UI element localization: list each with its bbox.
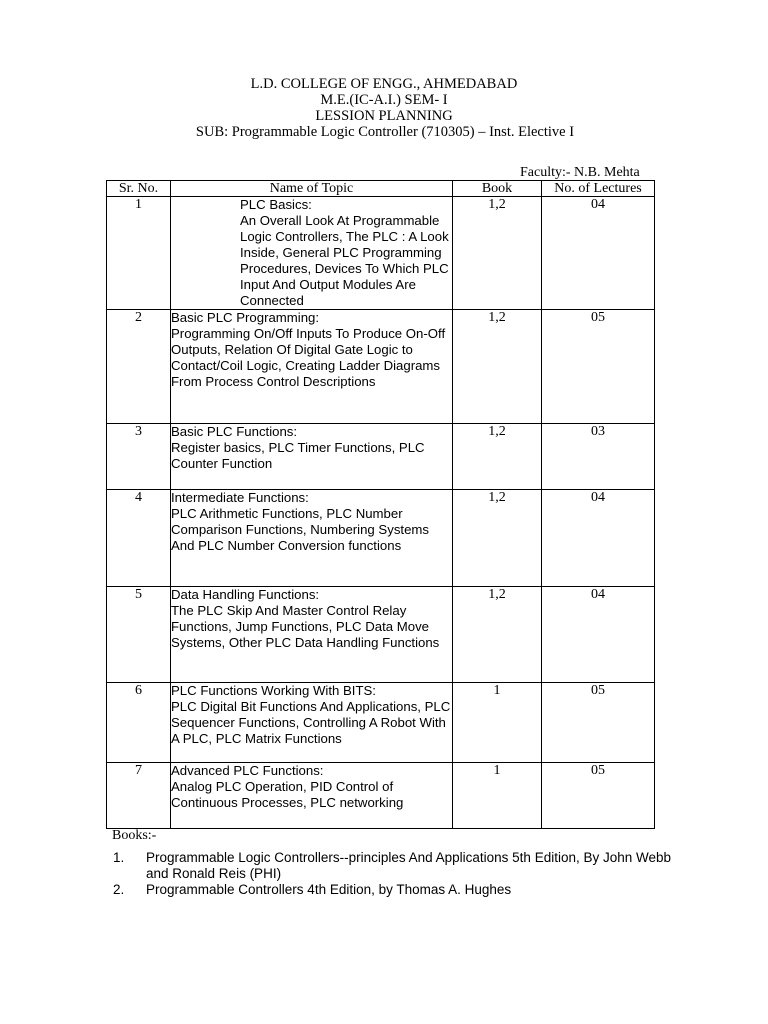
- topic-title: Basic PLC Functions:: [171, 424, 298, 439]
- sr-no-cell: 4: [107, 490, 171, 587]
- list-item: [113, 850, 673, 882]
- topic-title: Basic PLC Programming:: [171, 310, 320, 325]
- topic-title: Data Handling Functions:: [171, 587, 320, 602]
- sr-no-cell: 5: [107, 587, 171, 683]
- book-cell: 1,2: [453, 587, 542, 683]
- lectures-cell: 03: [542, 424, 655, 490]
- book-reference: Programmable Controllers 4th Edition, by Thomas A. Hughes: [146, 882, 512, 897]
- list-item: [113, 882, 673, 898]
- topic-description: Programming On/Off Inputs To Produce On-Off Outputs, Relation Of Digital Gate Logic to Contact/Coil Logic, Creating Ladder Diagrams From Process Control Descriptions: [171, 326, 446, 389]
- column-header-book: Book: [453, 181, 542, 197]
- books-heading: Books:-: [112, 828, 157, 843]
- book-number: 1.: [113, 850, 125, 865]
- column-header-lectures: No. of Lectures: [542, 181, 655, 197]
- topic-cell: [171, 197, 453, 310]
- book-cell: 1,2: [453, 490, 542, 587]
- topic-title: Advanced PLC Functions:: [171, 763, 324, 778]
- book-cell: 1,2: [453, 424, 542, 490]
- books-list: [113, 850, 673, 898]
- lectures-cell: 04: [542, 587, 655, 683]
- book-cell: 1: [453, 683, 542, 763]
- column-header-sr-no: Sr. No.: [107, 181, 171, 197]
- subject-line: SUB: Programmable Logic Controller (710305) – Inst. Elective I: [195, 124, 575, 140]
- book-cell: 1,2: [453, 310, 542, 424]
- topic-cell: [171, 763, 453, 829]
- book-number: 2.: [113, 882, 125, 897]
- college-name: L.D. COLLEGE OF ENGG., AHMEDABAD: [250, 76, 518, 92]
- topic-title: Intermediate Functions:: [171, 490, 309, 505]
- table-header-row: [107, 181, 655, 197]
- topic-description: PLC Arithmetic Functions, PLC Number Comparison Functions, Numbering Systems And PLC Number Conversion functions: [171, 506, 429, 553]
- sr-no-cell: 6: [107, 683, 171, 763]
- topic-cell: [171, 490, 453, 587]
- column-header-topic: Name of Topic: [171, 181, 453, 197]
- book-cell: 1: [453, 763, 542, 829]
- topic-cell: [171, 310, 453, 424]
- lectures-cell: 04: [542, 197, 655, 310]
- topic-title: PLC Functions Working With BITS:: [171, 683, 376, 698]
- topic-description: An Overall Look At Programmable Logic Controllers, The PLC : A Look Inside, General PLC Programming Procedures, Devices To Which PLC Input And Output Modules Are Connected: [240, 213, 449, 308]
- table-row: [107, 683, 655, 763]
- table-row: [107, 424, 655, 490]
- sr-no-cell: 1: [107, 197, 171, 310]
- sr-no-cell: 7: [107, 763, 171, 829]
- document-title: LESSION PLANNING: [315, 108, 453, 124]
- table-row: [107, 587, 655, 683]
- book-cell: 1,2: [453, 197, 542, 310]
- table-row: [107, 763, 655, 829]
- course-name: M.E.(IC-A.I.) SEM- I: [320, 92, 448, 108]
- faculty-name: Faculty:- N.B. Mehta: [520, 165, 640, 180]
- sr-no-cell: 2: [107, 310, 171, 424]
- lectures-cell: 05: [542, 763, 655, 829]
- topic-title: PLC Basics:: [240, 197, 312, 212]
- topic-cell: [171, 683, 453, 763]
- topic-cell: [171, 424, 453, 490]
- book-reference: Programmable Logic Controllers--principles And Applications 5th Edition, By John Webb and Ronald Reis (PHI): [146, 850, 672, 881]
- lectures-cell: 04: [542, 490, 655, 587]
- lesson-plan-table: [106, 180, 655, 829]
- sr-no-cell: 3: [107, 424, 171, 490]
- table-row: [107, 310, 655, 424]
- topic-description: Register basics, PLC Timer Functions, PLC Counter Function: [171, 440, 425, 471]
- lectures-cell: 05: [542, 310, 655, 424]
- table-row: [107, 197, 655, 310]
- table-row: [107, 490, 655, 587]
- topic-description: The PLC Skip And Master Control Relay Functions, Jump Functions, PLC Data Move Systems, Other PLC Data Handling Functions: [171, 603, 440, 650]
- topic-cell: [171, 587, 453, 683]
- document-header: [0, 76, 768, 140]
- lectures-cell: 05: [542, 683, 655, 763]
- topic-description: PLC Digital Bit Functions And Applications, PLC Sequencer Functions, Controlling A Robot With A PLC, PLC Matrix Functions: [171, 699, 451, 746]
- topic-description: Analog PLC Operation, PID Control of Continuous Processes, PLC networking: [171, 779, 404, 810]
